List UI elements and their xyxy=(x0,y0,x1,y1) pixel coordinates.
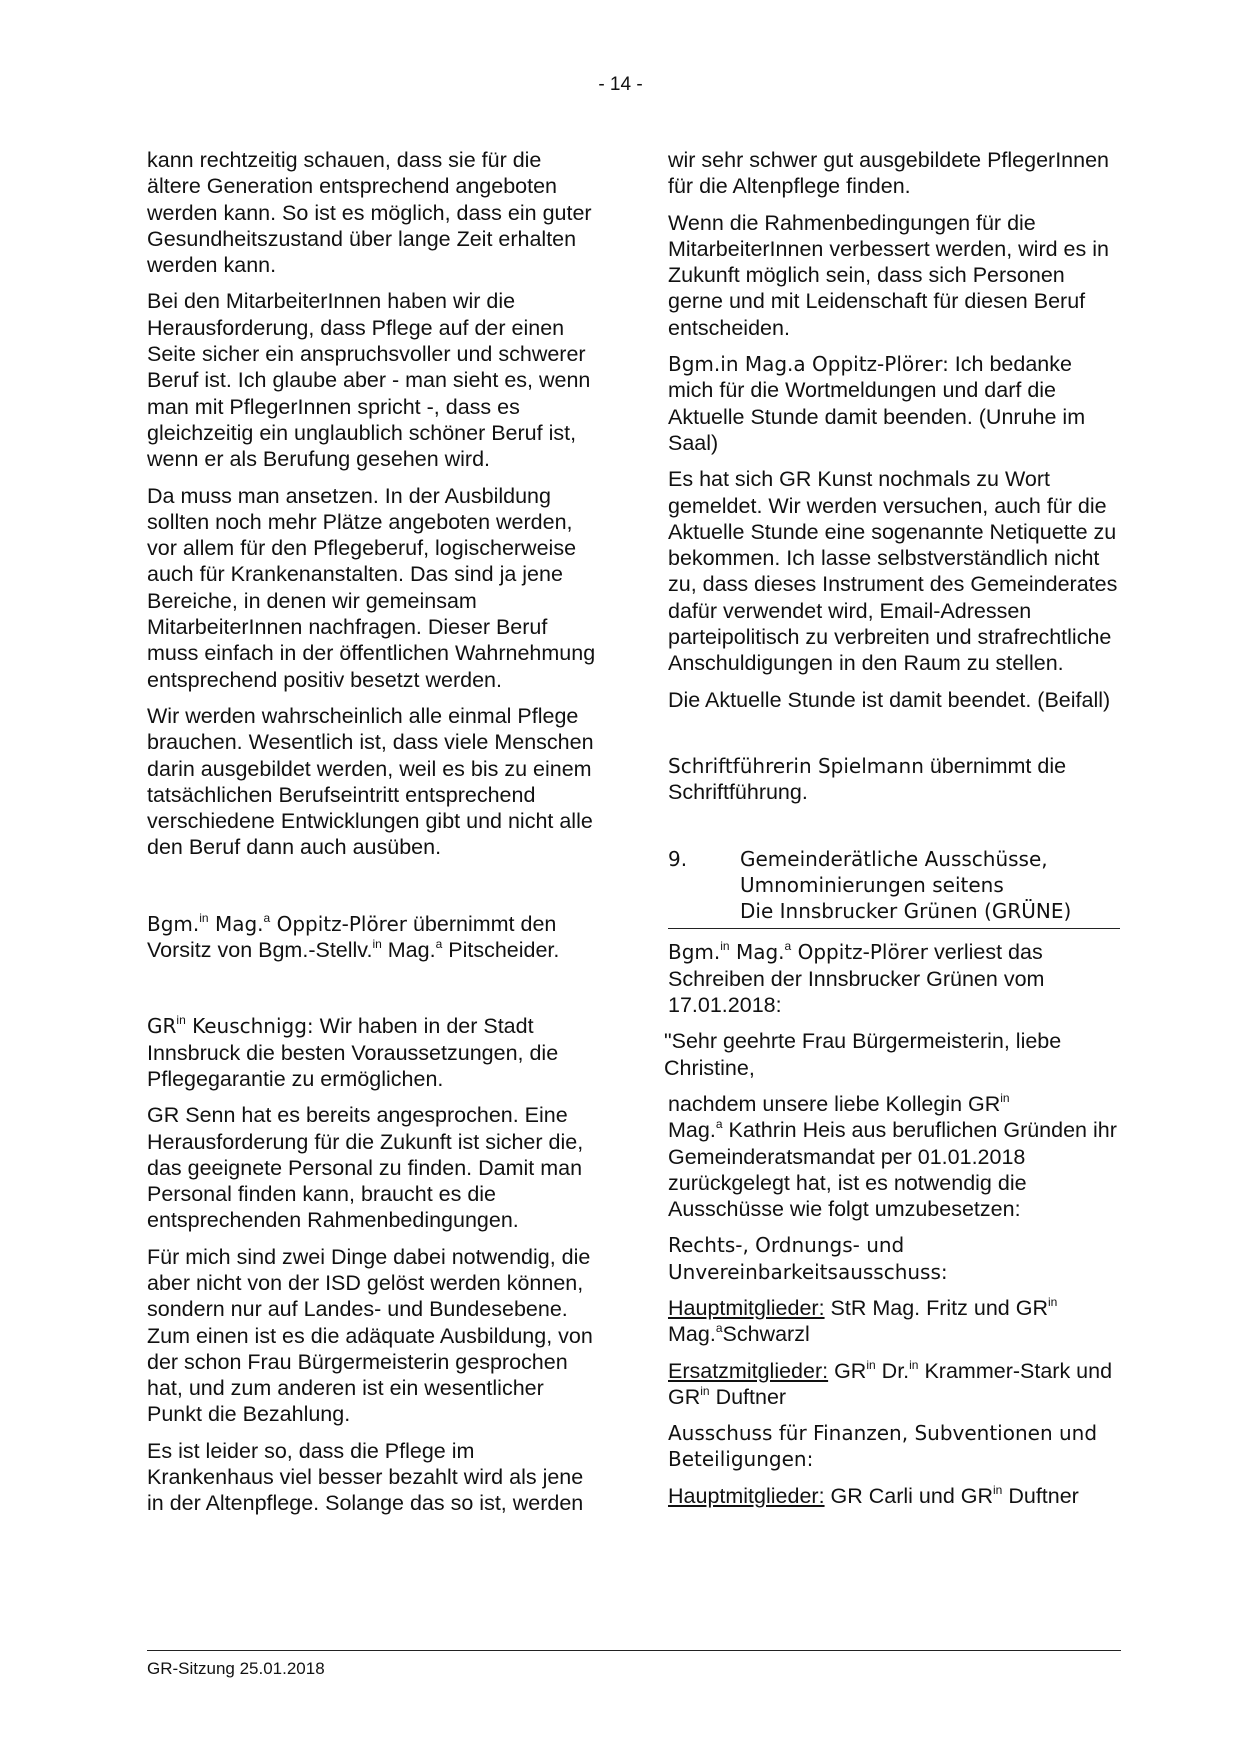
superscript: in xyxy=(700,1383,710,1398)
speaker-title: GR xyxy=(147,1014,177,1039)
members-text: Mag. xyxy=(668,1322,716,1347)
members-label: Hauptmitglieder: xyxy=(668,1295,825,1320)
speaker-name: Oppitz-Plörer xyxy=(270,911,407,936)
members-label: Hauptmitglieder: xyxy=(668,1483,825,1508)
note-text: verliest das Schreiben der Innsbrucker Grünen vom 17.01.2018: xyxy=(668,940,1045,1018)
paragraph: Wir werden wahrscheinlich alle einmal Pflege brauchen. Wesentlich ist, dass viele Menschen darin ausgebildet werden, weil es bis zu einem tatsächlichen Berufseintritt entsprechend verschiedene Entwicklungen gibt und nicht alle den Beruf dann auch ausüben. xyxy=(147,703,594,860)
committee-heading: Ausschuss für Finanzen, Subventionen und Beteiligungen: xyxy=(668,1421,1098,1472)
paragraph: GR Senn hat es bereits angesprochen. Eine Herausforderung für die Zukunft ist sicher die, das geeignete Personal zu finden. Damit man Personal finden kann, braucht es die entsprechenden Rahmenbedingungen. xyxy=(147,1103,584,1233)
note-text: übernimmt den Vorsitz von Bgm.-Stellv. xyxy=(147,911,557,963)
members-text: GR xyxy=(828,1358,867,1383)
superscript: in xyxy=(176,1013,186,1028)
letter-text: Kathrin Heis aus beruflichen Gründen ihr Gemeinderatsmandat per 01.01.2018 zurückgelegt hat, ist es notwendig die Ausschüsse wie folgt umzubesetzen: xyxy=(668,1118,1117,1222)
agenda-title-line: Die Innsbrucker Grünen (GRÜNE) xyxy=(740,899,1072,924)
members-text: Duftner xyxy=(709,1384,787,1409)
paragraph: Es hat sich GR Kunst nochmals zu Wort gemeldet. Wir werden versuchen, auch für die Aktuelle Stunde eine sogenannte Netiquette zu bekommen. Ich lasse selbstverständlich nicht zu, dass dieses Instrument des Gemeinderates dafür verwendet wird, Email-Adressen parteipolitisch zu verbreiten und strafrechtliche Anschuldigungen in den Raum zu stellen. xyxy=(668,467,1118,676)
speech-text: Wir haben in der Stadt Innsbruck die besten Voraussetzungen, die Pflegegarantie zu ermöglichen. xyxy=(147,1014,559,1091)
paragraph: Wenn die Rahmenbedingungen für die MitarbeiterInnen verbessert werden, wird es in Zukunft möglich sein, dass sich Personen gerne und mit Leidenschaft für diesen Beruf entscheiden. xyxy=(668,210,1109,340)
members-text: Schwarzl xyxy=(722,1322,810,1347)
members-text: Dr. xyxy=(875,1358,910,1383)
superscript: in xyxy=(866,1357,876,1372)
letter-text: nachdem unsere liebe Kollegin GR xyxy=(668,1091,1001,1116)
speaker-title: Bgm. xyxy=(147,911,200,936)
speaker-name: Schriftführerin Spielmann xyxy=(668,753,924,778)
speaker-name: Oppitz-Plörer xyxy=(791,940,928,965)
members-text: Krammer-Stark und GR xyxy=(668,1358,1113,1409)
speech-keuschnigg xyxy=(147,1013,599,1092)
note-text: Pitscheider. xyxy=(442,938,560,963)
paragraph: Bei den MitarbeiterInnen haben wir die Herausforderung, dass Pflege auf der einen Seite sicher ein anspruchsvoller und schwerer Beruf ist. Ich glaube aber - man sieht es, wenn man mit PflegerInnen spricht -, dass es gleichzeitig ein unglaublich schöner Beruf ist, wenn er als Berufung gesehen wird. xyxy=(147,289,591,472)
superscript: a xyxy=(715,1321,723,1336)
agenda-number: 9. xyxy=(668,846,688,871)
members-text: GR Carli und GR xyxy=(824,1483,994,1508)
footer-session-date: GR-Sitzung 25.01.2018 xyxy=(147,1659,325,1678)
committee-members-main xyxy=(668,1295,1120,1348)
superscript: in xyxy=(909,1357,919,1372)
agenda-title xyxy=(740,846,1120,925)
committee-members-main xyxy=(668,1483,1120,1509)
members-label: Ersatzmitglieder: xyxy=(668,1358,829,1383)
speaker-name: Keuschnigg: xyxy=(185,1014,314,1039)
superscript: a xyxy=(715,1117,723,1132)
paragraph: wir sehr schwer gut ausgebildete PflegerInnen für die Altenpflege finden. xyxy=(668,148,1110,199)
members-text: StR Mag. Fritz und GR xyxy=(824,1295,1048,1320)
speaker-name: Bgm.in Mag.a Oppitz-Plörer: xyxy=(668,352,949,377)
letter-salutation: "Sehr geehrte Frau Bürgermeisterin, liebe Christine, xyxy=(664,1029,1062,1080)
members-text: Duftner xyxy=(1002,1483,1079,1508)
speaker-title: Bgm. xyxy=(668,940,721,965)
chair-change-note xyxy=(147,911,599,964)
speaker-title: Mag. xyxy=(729,940,785,965)
right-column xyxy=(664,147,1120,1519)
superscript: in xyxy=(993,1482,1003,1497)
footer-divider xyxy=(147,1650,1121,1651)
committee-members-substitute xyxy=(668,1358,1120,1411)
agenda-item-heading xyxy=(668,846,1120,930)
paragraph: kann rechtzeitig schauen, dass sie für die ältere Generation entsprechend angeboten werden kann. So ist es möglich, dass ein guter Gesundheitszustand über lange Zeit erhalten werden kann. xyxy=(147,148,592,278)
agenda-title-line: Gemeinderätliche Ausschüsse, xyxy=(740,846,1048,871)
page-number: - 14 - xyxy=(598,74,643,95)
letter-text: Mag. xyxy=(668,1118,716,1143)
paragraph: Für mich sind zwei Dinge dabei notwendig, die aber nicht von der ISD gelöst werden können, sondern nur auf Landes- und Bundesebene. Zum einen ist es die adäquate Ausbildung, von der schon Frau Bürgermeisterin gesprochen hat, und zum anderen ist ein wesentlicher Punkt die Bezahlung. xyxy=(147,1244,593,1427)
superscript: in xyxy=(720,939,730,954)
superscript: a xyxy=(435,937,443,952)
superscript: in xyxy=(1047,1294,1058,1309)
speech-oppitz-ploerer xyxy=(668,351,1120,456)
secretary-note xyxy=(668,753,1120,806)
paragraph: Es ist leider so, dass die Pflege im Krankenhaus viel besser bezahlt wird als jene in der Altenpflege. Solange das so ist, werden xyxy=(147,1438,584,1516)
note-text: Mag. xyxy=(381,938,436,963)
superscript: a xyxy=(784,939,792,954)
note-text: übernimmt die Schriftführung. xyxy=(668,753,1067,805)
committee-heading: Rechts-, Ordnungs- und Unvereinbarkeitsausschuss: xyxy=(668,1233,948,1284)
superscript: in xyxy=(372,937,382,952)
paragraph: Da muss man ansetzen. In der Ausbildung sollten noch mehr Plätze angeboten werden, vor allem für den Pflegeberuf, logischerweise auch für Krankenanstalten. Das sind ja jene Bereiche, in denen wir gemeinsam MitarbeiterInnen nachfragen. Dieser Beruf muss einfach in der öffentlichen Wahrnehmung entsprechend positiv besetzt werden. xyxy=(147,483,596,692)
superscript: in xyxy=(1000,1090,1010,1105)
superscript: a xyxy=(263,910,271,925)
speech-text: Ich bedanke mich für die Wortmeldungen und darf die Aktuelle Stunde damit beenden. (Unruhe im Saal) xyxy=(668,352,1086,455)
agenda-title-line: Umnominierungen seitens xyxy=(740,872,1004,897)
superscript: in xyxy=(199,910,209,925)
letter-paragraph xyxy=(668,1091,1120,1222)
paragraph: Die Aktuelle Stunde ist damit beendet. (Beifall) xyxy=(668,687,1111,712)
speaker-title: Mag. xyxy=(208,911,264,936)
left-column xyxy=(147,147,599,1527)
reading-note xyxy=(668,939,1120,1018)
